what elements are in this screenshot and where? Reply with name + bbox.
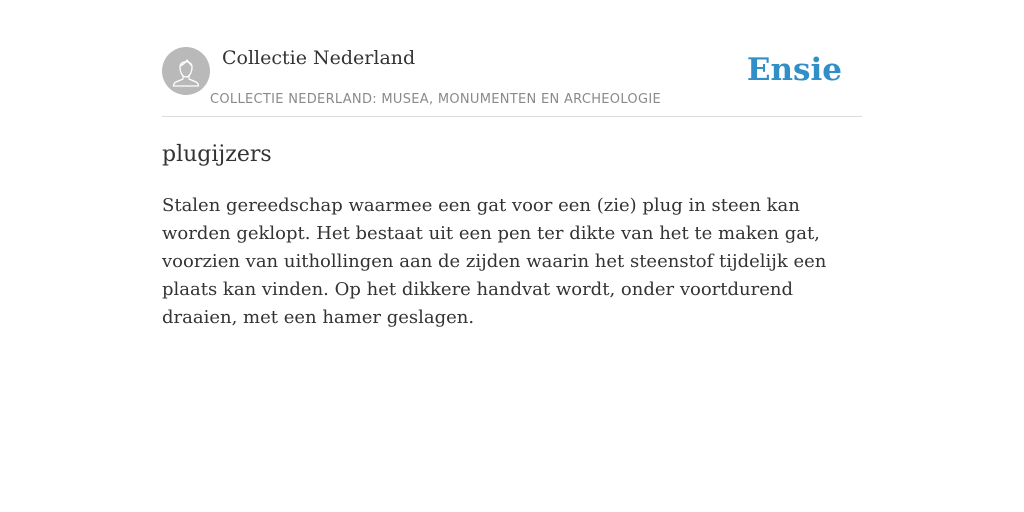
entry-term: plugijzers xyxy=(162,142,272,167)
user-silhouette-icon xyxy=(162,47,210,95)
entry-header xyxy=(162,46,862,117)
brand-logo[interactable]: Ensie xyxy=(746,52,842,88)
author-name-link[interactable]: Collectie Nederland xyxy=(222,47,416,69)
entry-definition: Stalen gereedschap waarmee een gat voor een (zie) plug in steen kan worden geklopt. Het bestaat uit een pen ter dikte van het te maken gat, voorzien van uithollingen aan de zijden waarin het steenstof tijdelijk een plaats kan vinden. Op het dikkere handvat wordt, onder voortdurend draaien, met een hamer geslagen. xyxy=(162,195,827,328)
author-subtitle: COLLECTIE NEDERLAND: MUSEA, MONUMENTEN EN ARCHEOLOGIE xyxy=(210,92,661,107)
author-avatar[interactable] xyxy=(162,47,210,95)
